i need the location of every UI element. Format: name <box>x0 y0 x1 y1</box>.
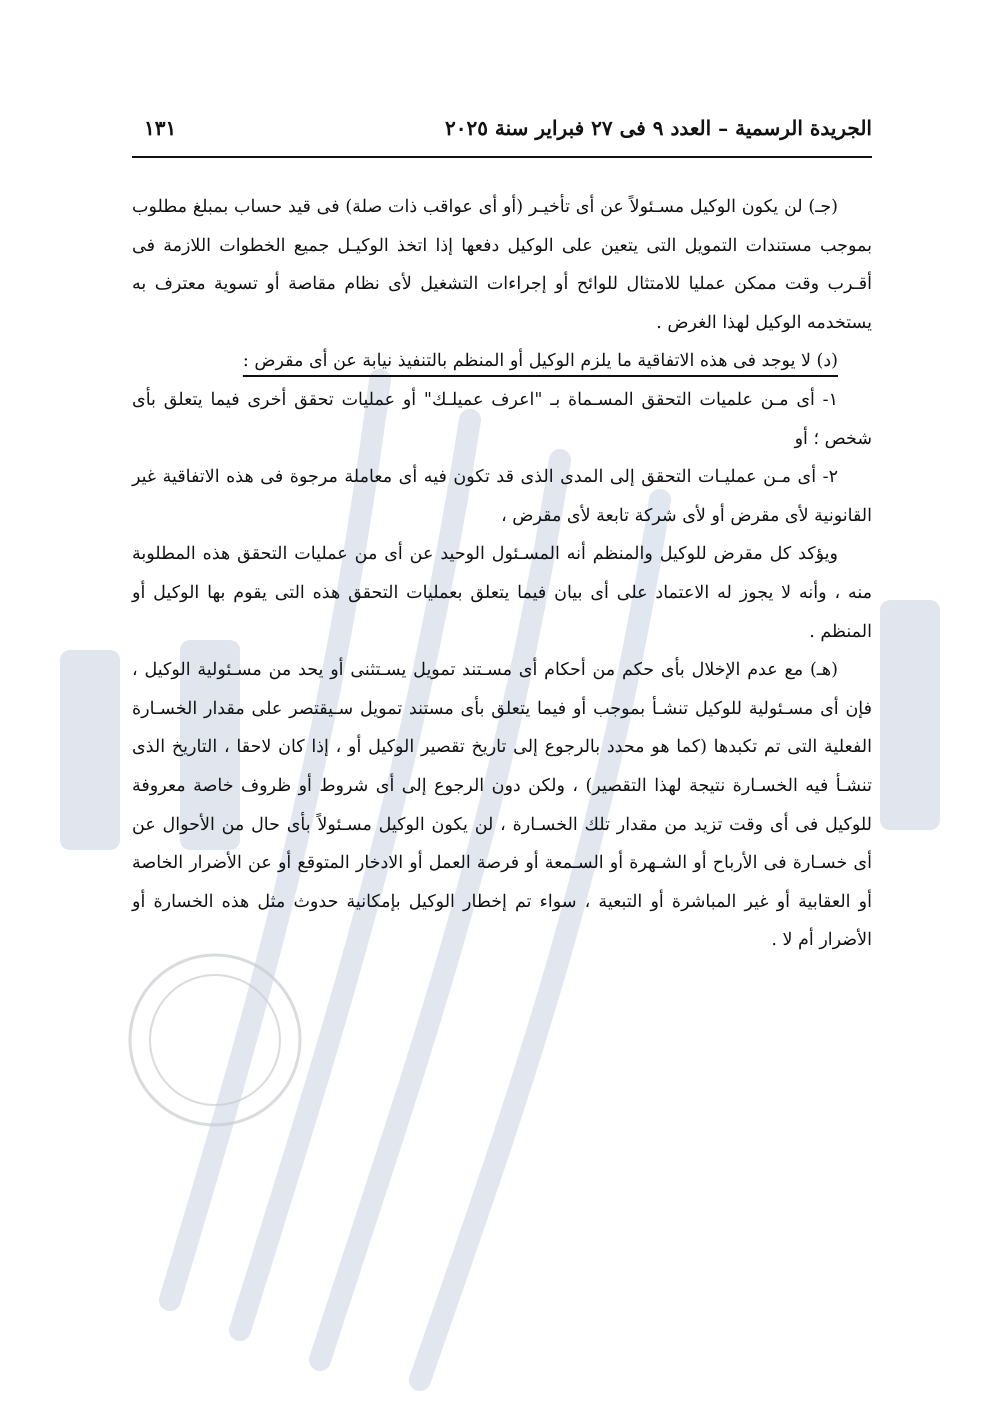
paragraph-c: (جـ) لن يكون الوكيل مسـئولاً عن أى تأخيـر (أو أى عواقب ذات صلة) فى قيد حساب بمبلغ مطلوب بموجب مستندات التمويل التى يتعين على الوكيل دفعها إذا اتخذ الوكيـل جميع الخطوات اللازمة فى أقـرب وقت ممكن عمليا للامتثال للوائح أو إجراءات التشغيل لأى نظام مقاصة أو تسوية معترف به يستخدمه الوكيل لهذا الغرض . <box>132 197 872 333</box>
page-header <box>132 112 872 152</box>
header-divider <box>132 156 872 158</box>
page-number: ١٣١ <box>144 116 177 140</box>
paragraph-d-text: (د) لا يوجد فى هذه الاتفاقية ما يلزم الوكيل أو المنظم بالتنفيذ نيابة عن أى مقرض : <box>242 351 838 372</box>
list-item-1: ١- أى مـن علميات التحقق المسـماة بـ "اعرف عميلـك" أو عمليات تحقق أخرى فيما يتعلق بأى شخص ؛ أو <box>132 389 872 449</box>
paragraph-e: (هـ) مع عدم الإخلال بأى حكم من أحكام أى مسـتند تمويل يسـتثنى أو يحد من مسـئولية الوكيل ، فإن أى مسـئولية للوكيل تنشـأ بموجب أو فيما يتعلق بأى مستند تمويل سـيقتصر على مقدار الخسـارة الفعلية التى تم تكبدها (كما هو محدد بالرجوع إلى تاريخ تقصير الوكيل أو ، إذا كان لاحقا ، التاريخ الذى تنشـأ فيه الخسـارة نتيجة لهذا التقصير) ، ولكن دون الرجوع إلى أى شروط أو ظروف خاصة معروفة للوكيل فى أى وقت تزيد من مقدار تلك الخسـارة ، لن يكون الوكيل مسـئولاً بأى حال من الأحوال عن أى خسـارة فى الأرباح أو الشـهرة أو السـمعة أو فرصة العمل أو الادخار المتوقع أو عن الأضرار الخاصة أو العقابية أو غير المباشرة أو التبعية ، سواء تم إخطار الوكيل بإمكانية حدوث مثل هذه الخسارة أو الأضرار أم لا . <box>132 660 872 951</box>
list-item-2: ٢- أى مـن عمليـات التحقق إلى المدى الذى قد تكون فيه أى معاملة مرجوة فى هذه الاتفاقية غير القانونية لأى مقرض أو لأى شركة تابعة لأى مقرض ، <box>132 467 872 526</box>
document-body <box>132 188 872 960</box>
paragraph-d <box>132 342 872 381</box>
paragraph-confirmation: ويؤكد كل مقرض للوكيل والمنظم أنه المسـئول الوحيد عن أى من عمليات التحقق هذه المطلوبة منه ، وأنه لا يجوز له الاعتماد على أى بيان فيما يتعلق بعمليات التحقق هذه التى يقوم بها الوكيل أو المنظم . <box>132 544 872 642</box>
gazette-title: الجريدة الرسمية – العدد ٩ فى ٢٧ فبراير سنة ٢٠٢٥ <box>444 116 872 140</box>
